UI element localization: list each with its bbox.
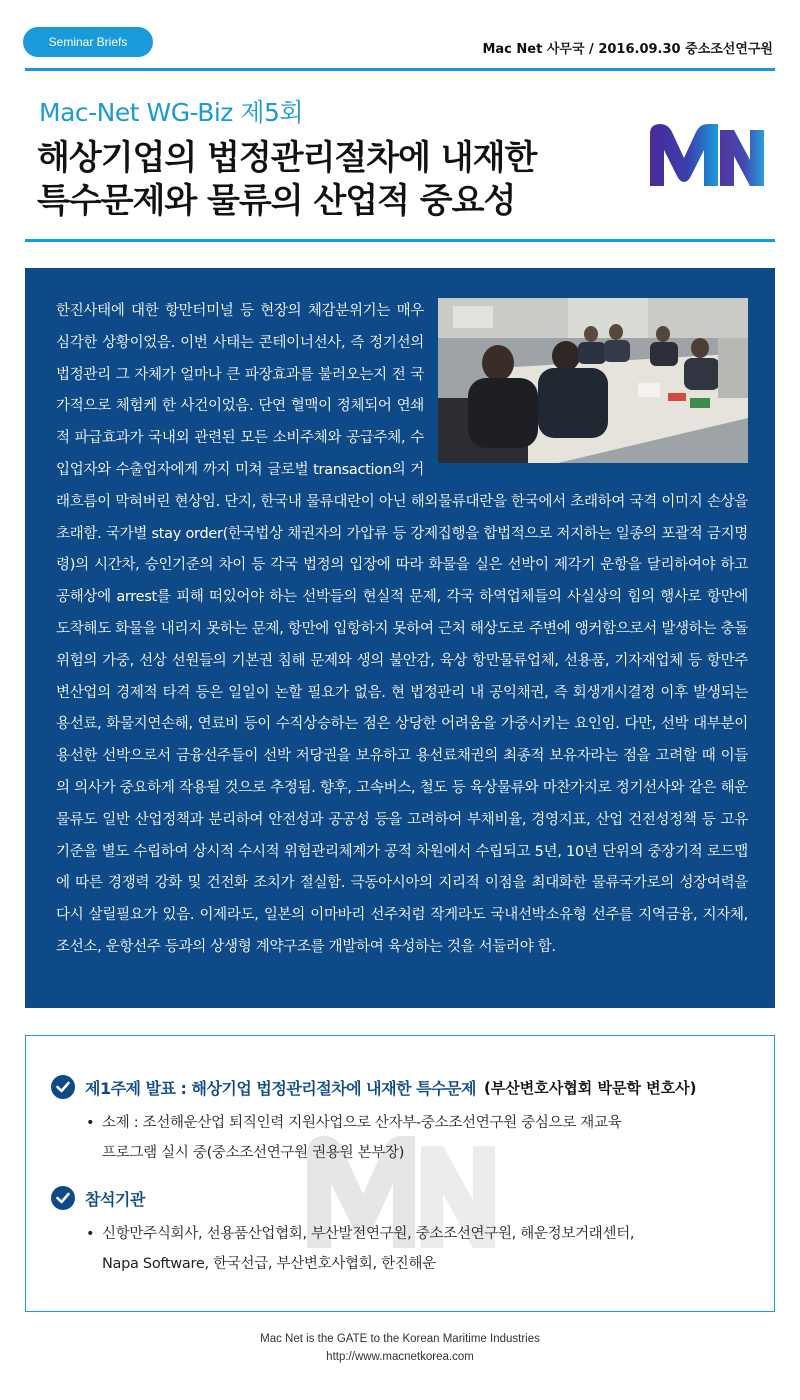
footer-tagline: Mac Net is the GATE to the Korean Maritime Industries xyxy=(260,1333,540,1345)
meeting-photo xyxy=(438,298,748,463)
topic-bullet-line-2: 프로그램 실시 중(중소조선연구원 권용원 본부장) xyxy=(102,1145,405,1161)
topic-bullet-line-1: 소제 : 조선해운산업 퇴직인력 지원사업으로 산자부-중소조선연구원 중심으로 재교육 xyxy=(102,1115,622,1131)
seminar-info-box xyxy=(25,1035,775,1312)
bullet-dot: • xyxy=(86,1115,95,1131)
title-line-2: 특수문제와 물류의 산업적 중요성 xyxy=(37,181,516,221)
footer-url[interactable]: http://www.macnetkorea.com xyxy=(326,1351,474,1363)
header-meta: Mac Net 사무국 / 2016.09.30 중소조선연구원 xyxy=(482,42,773,57)
attendees-heading xyxy=(51,1186,145,1210)
title-divider xyxy=(25,239,775,242)
top-divider xyxy=(25,68,775,71)
topic-heading xyxy=(51,1075,696,1099)
macnet-logo-icon xyxy=(646,120,768,192)
summary-content xyxy=(56,296,748,964)
bullet-dot: • xyxy=(86,1226,95,1242)
attendees-line-1: 신항만주식회사, 선용품산업협회, 부산발전연구원, 중소조선연구원, 해운정보거래센터, xyxy=(102,1226,635,1242)
page-subtitle: Mac-Net WG-Biz 제5회 xyxy=(39,98,304,127)
attendees-bullet xyxy=(86,1219,634,1279)
summary-body: 한진사태에 대한 항만터미널 등 현장의 체감분위기는 매우 심각한 상황이었음. 이번 사태는 콘테이너선사, 즉 정기선의 법정관리 그 자체가 얼마나 큰 파장효과를 불러오는지 전 국가적으로 체험케 한 사건이었음. 단연 혈맥이 정체되어 연쇄적 파급효과가 국내외 관련된 모든 소비주체와 공급주체, 수입업자와 수출업자에게 까지 미쳐 글로벌 transaction의 거래흐름이 막혀버린 현상임. 단지, 한국내 물류대란이 아닌 해외물류대란을 한국에서 초래하여 국격 이미지 손상을 초래함. 국가별 stay order(한국법상 채권자의 가압류 등 강제집행을 합법적으로 저지하는 일종의 포괄적 금지명령)의 시간차, 승인기준의 차이 등 각국 법정의 입장에 따라 화물을 실은 선박이 제각기 운항을 달리하여야 하고 공해상에 arrest를 피해 떠있어야 하는 선박들의 현실적 문제, 각국 하역업체들의 사실상의 힘의 행사로 항만에 도착해도 화물을 내리지 못하는 문제, 항만에 입항하지 못하여 근처 해상도로 주변에 앵커함으로서 발생하는 충돌위험의 가중, 선상 선원들의 기본권 침해 문제와 생의 불안감, 육상 항만물류업체, 선용품, 기자재업체 등 항만주변산업의 경제적 타격 등은 일일이 논할 필요가 없음. 현 법정관리 내 공익채권, 즉 회생개시결정 이후 발생되는 용선료, 화물지연손해, 연료비 등이 수직상승하는 점은 상당한 어려움을 가중시키는 요인임. 다만, 선박 대부분이 용선한 선박으로서 금융선주들이 선박 저당권을 보유하고 용선료채권의 최종적 보유자라는 점을 고려할 때 이들의 의사가 중요하게 작용될 것으로 추정됨. 향후, 고속버스, 철도 등 육상물류와 마찬가지로 정기선사와 같은 해운물류도 일반 산업정책과 분리하여 안전성과 공공성 등을 고려하여 부채비율, 경영지표, 산업 건전성정책 등 고유기준을 별도 수립하여 상시적 수시적 위험관리체계가 공적 차원에서 수립되고 5년, 10년 단위의 중장기적 로드맵에 따른 경쟁력 강화 및 건전화 조치가 절실함. 극동아시아의 지리적 이점을 최대화한 물류국가로의 성장여력을 다시 살릴필요가 있음. 이제라도, 일본의 이마바리 선주처럼 작게라도 국내선박소유형 선주를 지역금융, 지자체, 조선소, 운항선주 등과의 상생형 계약구조를 개발하여 육성하는 것을 서둘러야 함. xyxy=(56,303,748,955)
page-title xyxy=(37,137,536,223)
title-line-1: 해상기업의 법정관리절차에 내재한 xyxy=(37,138,537,178)
topic-presenter: (부산변호사협회 박문학 변호사) xyxy=(483,1078,697,1097)
seminar-briefs-badge: Seminar Briefs xyxy=(23,27,153,57)
topic-bullet xyxy=(86,1108,621,1168)
attendees-title: 참석기관 xyxy=(85,1189,145,1209)
attendees-line-2: Napa Software, 한국선급, 부산변호사협회, 한진해운 xyxy=(102,1256,436,1272)
topic-title: 제1주제 발표 : 해상기업 법정관리절차에 내재한 특수문제 xyxy=(85,1078,476,1098)
check-circle-icon xyxy=(51,1186,75,1210)
check-circle-icon xyxy=(51,1075,75,1099)
